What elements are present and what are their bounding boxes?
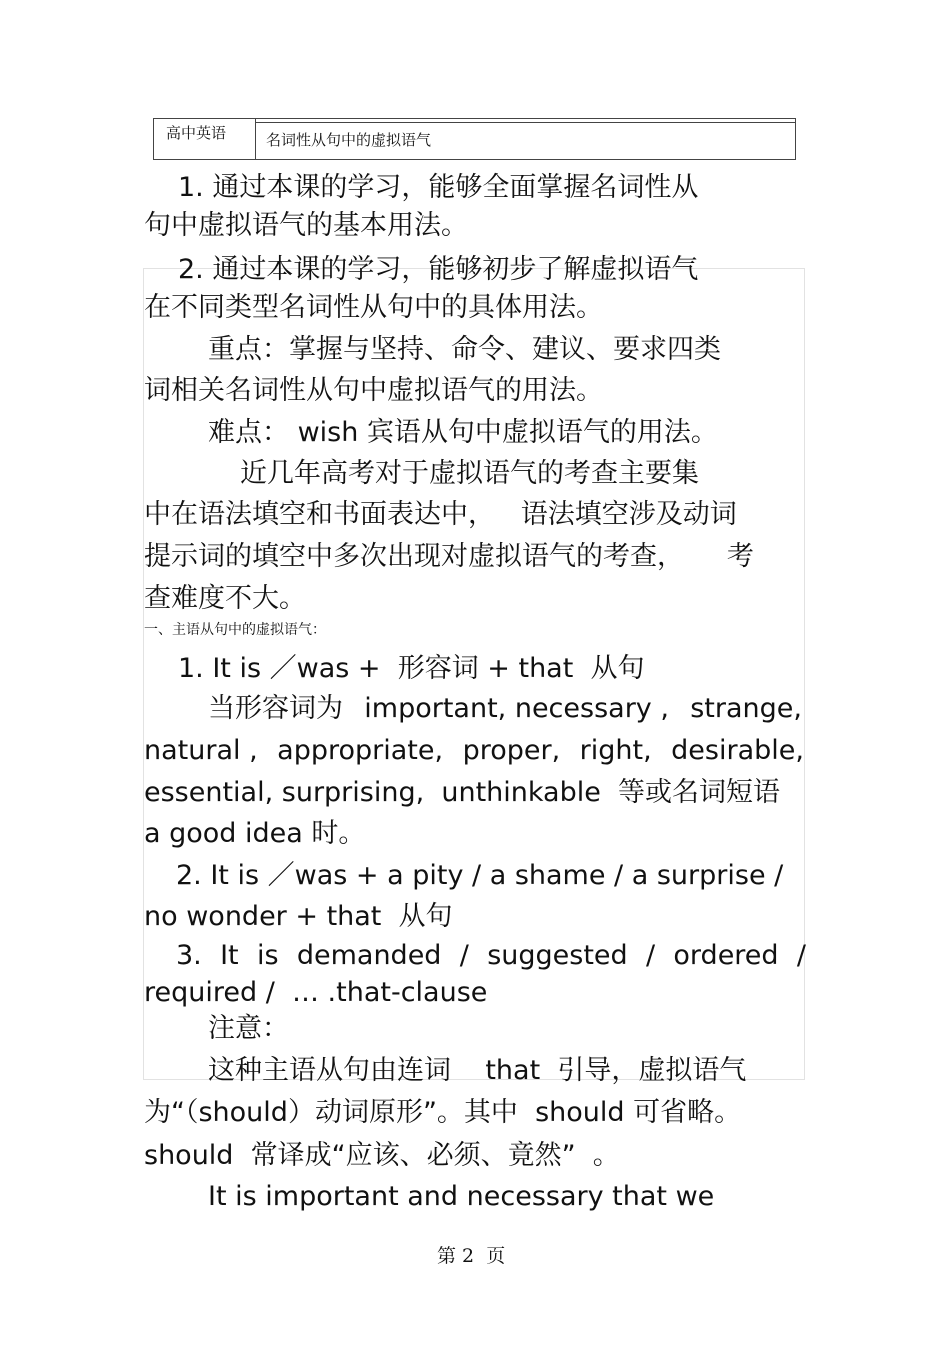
line-part: strange, [690,693,802,724]
topic-label: 名词性从句中的虚拟语气 [266,131,432,149]
rule-1-adjectives-line-2 [144,734,804,768]
line-part: / [645,940,656,971]
page-number: 第 2 页 [437,1245,506,1267]
rule-3-line-1 [176,939,806,973]
line-part: proper, [462,735,561,766]
key-point-line-1: 重点：掌握与坚持、命令、建议、要求四类 [208,334,721,365]
note-line-3: should 常译成“应该、必须、竟然” 。 [144,1140,620,1171]
line-part: / [796,940,806,971]
line-part: demanded [296,940,442,971]
line-part: suggested [487,940,628,971]
objective-2-line-1: 2. 通过本课的学习，能够初步了解虚拟语气 [178,254,699,285]
line-part: / [459,940,469,971]
difficult-point-line: 难点： wish 宾语从句中虚拟语气的用法。 [208,417,718,448]
objective-1-line-1: 1. 通过本课的学习，能够全面掌握名词性从 [178,172,699,203]
line-part: natural , [144,735,258,766]
line-part: important, necessary , [364,693,669,724]
exam-note-line-3: 提示词的填空中多次出现对虚拟语气的考查， 考 [144,541,754,572]
line-part: 3. [176,940,202,971]
exam-note-line-2: 中在语法填空和书面表达中， 语法填空涉及动词 [144,499,737,530]
header-inner-rule [256,122,795,123]
line-part: is [256,940,279,971]
example-line: It is important and necessary that we [208,1181,715,1212]
line-part: appropriate, [277,735,444,766]
objective-2-line-2: 在不同类型名词性从句中的具体用法。 [144,292,603,323]
rule-3-line-2: required / … .that-clause [144,977,488,1008]
line-part: It [220,940,239,971]
line-part: 当形容词为 [208,693,343,724]
objective-1-line-2: 句中虚拟语气的基本用法。 [144,210,468,241]
rule-2-line-1: 2. It is ／was + a pity / a shame / a surprise / [176,860,784,891]
exam-note-line-1: 近几年高考对于虚拟语气的考查主要集 [240,458,699,489]
key-point-line-2: 词相关名词性从句中虚拟语气的用法。 [144,375,603,406]
note-label: 注意： [208,1013,289,1044]
line-part: desirable, [671,735,804,766]
rule-1-adjectives-line-3: essential, surprising, unthinkable 等或名词短语 [144,777,781,808]
note-line-2: 为“（should）动词原形”。其中 should 可省略。 [144,1097,742,1128]
header-divider [255,119,256,159]
header-table [153,118,796,160]
rule-2-line-2: no wonder + that 从句 [144,901,453,932]
subject-label: 高中英语 [166,124,227,142]
line-part: right, [579,735,652,766]
rule-1-line: 1. It is ／was + 形容词 + that 从句 [178,653,645,684]
rule-1-adjectives-line-1 [208,692,802,726]
section-heading: 一、主语从句中的虚拟语气： [144,622,326,638]
note-line-1: 这种主语从句由连词 that 引导，虚拟语气 [208,1055,747,1086]
rule-1-adjectives-line-4: a good idea 时。 [144,818,366,849]
line-part: ordered [673,940,779,971]
exam-note-line-4: 查难度不大。 [144,583,306,614]
